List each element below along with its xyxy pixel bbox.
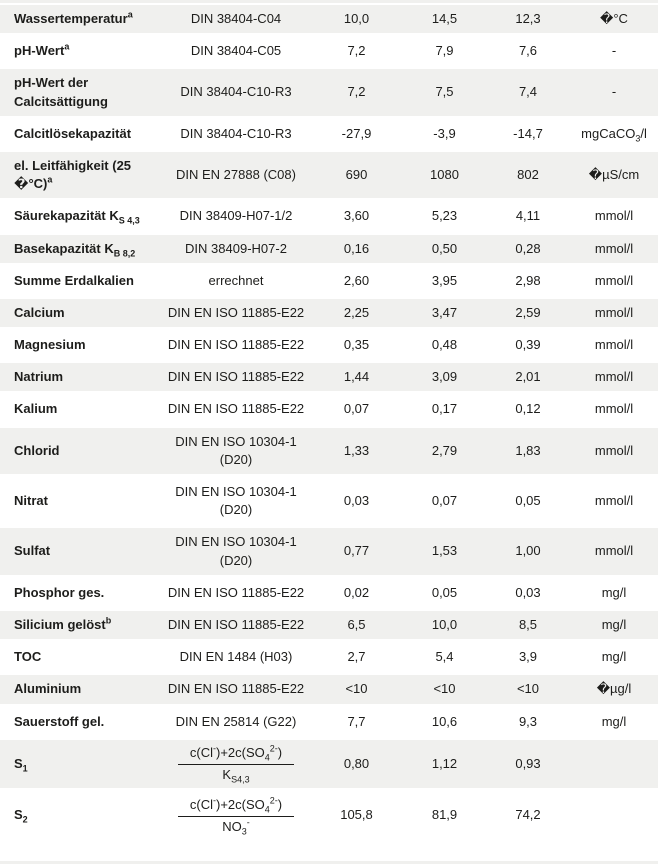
value-cell: 0,16	[310, 235, 403, 263]
parameter-cell: Aluminium	[0, 675, 162, 703]
value-cell: 14,5	[403, 5, 486, 33]
value-cell: <10	[486, 675, 570, 703]
value-cell: 0,07	[403, 478, 486, 524]
value-cell: 0,02	[310, 579, 403, 607]
value-cell: 0,03	[310, 478, 403, 524]
value-cell: 0,17	[403, 395, 486, 423]
value-cell: 7,2	[310, 37, 403, 65]
formula-numerator: $c(Cl^-)+2c(SO_4^{2-})$	[178, 745, 294, 765]
value-cell: 1,83	[486, 428, 570, 474]
parameter-cell: Silicium gelöst$^b$	[0, 611, 162, 639]
parameter-cell: Sauerstoff gel.	[0, 708, 162, 736]
unit-cell: mmol/l	[570, 299, 658, 327]
unit-cell: mg/l	[570, 611, 658, 639]
value-cell: 7,7	[310, 708, 403, 736]
value-cell: 81,9	[403, 792, 486, 840]
value-cell: 4,11	[486, 202, 570, 230]
parameter-cell: Basekapazität $K_{B 8,2}$	[0, 235, 162, 263]
table-row	[0, 5, 658, 33]
table-row	[0, 579, 658, 607]
parameter-cell: $S_2$	[0, 792, 162, 840]
formula-denominator: $K_{S4,3}$	[222, 766, 250, 785]
value-cell: 0,39	[486, 331, 570, 359]
table-row	[0, 363, 658, 391]
table-row	[0, 675, 658, 703]
value-cell: 1080	[403, 152, 486, 198]
parameter-cell: pH-Wert der Calcitsättigung	[0, 69, 162, 115]
value-cell: <10	[310, 675, 403, 703]
value-cell: 0,77	[310, 528, 403, 574]
value-cell: 2,79	[403, 428, 486, 474]
value-cell: 2,59	[486, 299, 570, 327]
table-row	[0, 120, 658, 148]
value-cell: 0,05	[486, 478, 570, 524]
value-cell: 3,47	[403, 299, 486, 327]
unit-cell: mmol/l	[570, 202, 658, 230]
value-cell: 5,23	[403, 202, 486, 230]
table-row	[0, 202, 658, 230]
value-cell: 3,9	[486, 643, 570, 671]
value-cell: 690	[310, 152, 403, 198]
method-cell: DIN 38404-C05	[162, 37, 310, 65]
value-cell: 3,09	[403, 363, 486, 391]
formula-numerator: $c(Cl^-)+2c(SO_4^{2-})$	[178, 797, 294, 817]
method-cell: DIN EN ISO 10304-1 (D20)	[162, 478, 310, 524]
parameter-cell: Säurekapazität $K_{S 4,3}$	[0, 202, 162, 230]
method-cell: DIN EN ISO 10304-1 (D20)	[162, 528, 310, 574]
parameter-cell: el. Leitfähigkeit (25 �°C)$^a$	[0, 152, 162, 198]
value-cell: 1,00	[486, 528, 570, 574]
value-cell: 2,98	[486, 267, 570, 295]
value-cell: 0,05	[403, 579, 486, 607]
value-cell: 12,3	[486, 5, 570, 33]
value-cell: 7,4	[486, 69, 570, 115]
value-cell: 9,3	[486, 708, 570, 736]
value-cell: 802	[486, 152, 570, 198]
value-cell: 0,12	[486, 395, 570, 423]
unit-cell	[570, 792, 658, 840]
method-cell	[162, 740, 310, 788]
parameter-cell: Phosphor ges.	[0, 579, 162, 607]
value-cell: 0,28	[486, 235, 570, 263]
method-cell: DIN EN ISO 11885-E22	[162, 299, 310, 327]
value-cell: 10,0	[310, 5, 403, 33]
value-cell: 0,93	[486, 740, 570, 788]
value-cell: 8,5	[486, 611, 570, 639]
table-row	[0, 37, 658, 65]
value-cell: 2,25	[310, 299, 403, 327]
unit-cell: mmol/l	[570, 528, 658, 574]
unit-cell: �µg/l	[570, 675, 658, 703]
unit-cell: -	[570, 69, 658, 115]
parameter-cell: Natrium	[0, 363, 162, 391]
method-cell: DIN 38404-C10-R3	[162, 120, 310, 148]
value-cell: 1,12	[403, 740, 486, 788]
method-cell: DIN 38409-H07-1/2	[162, 202, 310, 230]
value-cell: 1,53	[403, 528, 486, 574]
table-row	[0, 708, 658, 736]
method-cell	[162, 792, 310, 840]
value-cell: 2,7	[310, 643, 403, 671]
method-cell: DIN EN 1484 (H03)	[162, 643, 310, 671]
value-cell: 6,5	[310, 611, 403, 639]
formula-denominator: $NO_3^-$	[222, 817, 250, 837]
value-cell: 10,6	[403, 708, 486, 736]
method-cell: DIN 38409-H07-2	[162, 235, 310, 263]
unit-cell	[570, 740, 658, 788]
method-cell: DIN 38404-C04	[162, 5, 310, 33]
table-row	[0, 643, 658, 671]
method-cell: DIN 38404-C10-R3	[162, 69, 310, 115]
value-cell: <10	[403, 675, 486, 703]
value-cell: 1,44	[310, 363, 403, 391]
value-cell: 2,01	[486, 363, 570, 391]
parameter-cell: Wassertemperatur$^a$	[0, 5, 162, 33]
value-cell: 7,9	[403, 37, 486, 65]
unit-cell: mg/l	[570, 643, 658, 671]
value-cell: 5,4	[403, 643, 486, 671]
unit-cell: mmol/l	[570, 235, 658, 263]
parameter-cell: Calcitlösekapazität	[0, 120, 162, 148]
table-row	[0, 428, 658, 474]
parameter-cell: Summe Erdalkalien	[0, 267, 162, 295]
parameter-cell: Chlorid	[0, 428, 162, 474]
parameter-cell: TOC	[0, 643, 162, 671]
method-cell: DIN EN ISO 11885-E22	[162, 579, 310, 607]
value-cell: 0,50	[403, 235, 486, 263]
unit-cell: �µS/cm	[570, 152, 658, 198]
unit-cell: mmol/l	[570, 363, 658, 391]
unit-cell: mmol/l	[570, 331, 658, 359]
formula-fraction	[178, 797, 294, 835]
value-cell: -27,9	[310, 120, 403, 148]
value-cell: 0,48	[403, 331, 486, 359]
method-cell: DIN EN ISO 11885-E22	[162, 675, 310, 703]
value-cell: 3,60	[310, 202, 403, 230]
unit-cell: -	[570, 37, 658, 65]
value-cell: 7,2	[310, 69, 403, 115]
parameter-cell: Kalium	[0, 395, 162, 423]
value-cell: 105,8	[310, 792, 403, 840]
table-row	[0, 331, 658, 359]
table-row	[0, 478, 658, 524]
table-row	[0, 792, 658, 840]
water-analysis-table	[0, 1, 658, 843]
table-row	[0, 267, 658, 295]
method-cell: DIN EN 25814 (G22)	[162, 708, 310, 736]
method-cell: DIN EN ISO 11885-E22	[162, 331, 310, 359]
table-row	[0, 152, 658, 198]
table-row	[0, 69, 658, 115]
unit-cell: mg/l	[570, 708, 658, 736]
parameter-cell: $S_1$	[0, 740, 162, 788]
table-row	[0, 740, 658, 788]
value-cell: 0,80	[310, 740, 403, 788]
parameter-cell: Sulfat	[0, 528, 162, 574]
unit-cell: mgCaCO$_3$/l	[570, 120, 658, 148]
method-cell: DIN EN ISO 10304-1 (D20)	[162, 428, 310, 474]
value-cell: 1,33	[310, 428, 403, 474]
value-cell: 10,0	[403, 611, 486, 639]
table-row	[0, 299, 658, 327]
unit-cell: mmol/l	[570, 428, 658, 474]
method-cell: DIN EN ISO 11885-E22	[162, 395, 310, 423]
value-cell: 0,07	[310, 395, 403, 423]
method-cell: DIN EN ISO 11885-E22	[162, 363, 310, 391]
parameter-cell: pH-Wert$^a$	[0, 37, 162, 65]
parameter-cell: Nitrat	[0, 478, 162, 524]
formula-fraction	[178, 745, 294, 783]
table-row	[0, 611, 658, 639]
unit-cell: mmol/l	[570, 478, 658, 524]
value-cell: -14,7	[486, 120, 570, 148]
value-cell: 3,95	[403, 267, 486, 295]
unit-cell: mmol/l	[570, 395, 658, 423]
value-cell: 0,03	[486, 579, 570, 607]
parameter-cell: Calcium	[0, 299, 162, 327]
table-row	[0, 528, 658, 574]
method-cell: DIN EN ISO 11885-E22	[162, 611, 310, 639]
value-cell: 0,35	[310, 331, 403, 359]
unit-cell: mmol/l	[570, 267, 658, 295]
table-row	[0, 235, 658, 263]
value-cell: 7,5	[403, 69, 486, 115]
water-analysis-table-body	[0, 5, 658, 839]
value-cell: 74,2	[486, 792, 570, 840]
unit-cell: �°C	[570, 5, 658, 33]
unit-cell: mg/l	[570, 579, 658, 607]
table-row	[0, 395, 658, 423]
method-cell: DIN EN 27888 (C08)	[162, 152, 310, 198]
method-cell: errechnet	[162, 267, 310, 295]
parameter-cell: Magnesium	[0, 331, 162, 359]
value-cell: 7,6	[486, 37, 570, 65]
value-cell: -3,9	[403, 120, 486, 148]
value-cell: 2,60	[310, 267, 403, 295]
